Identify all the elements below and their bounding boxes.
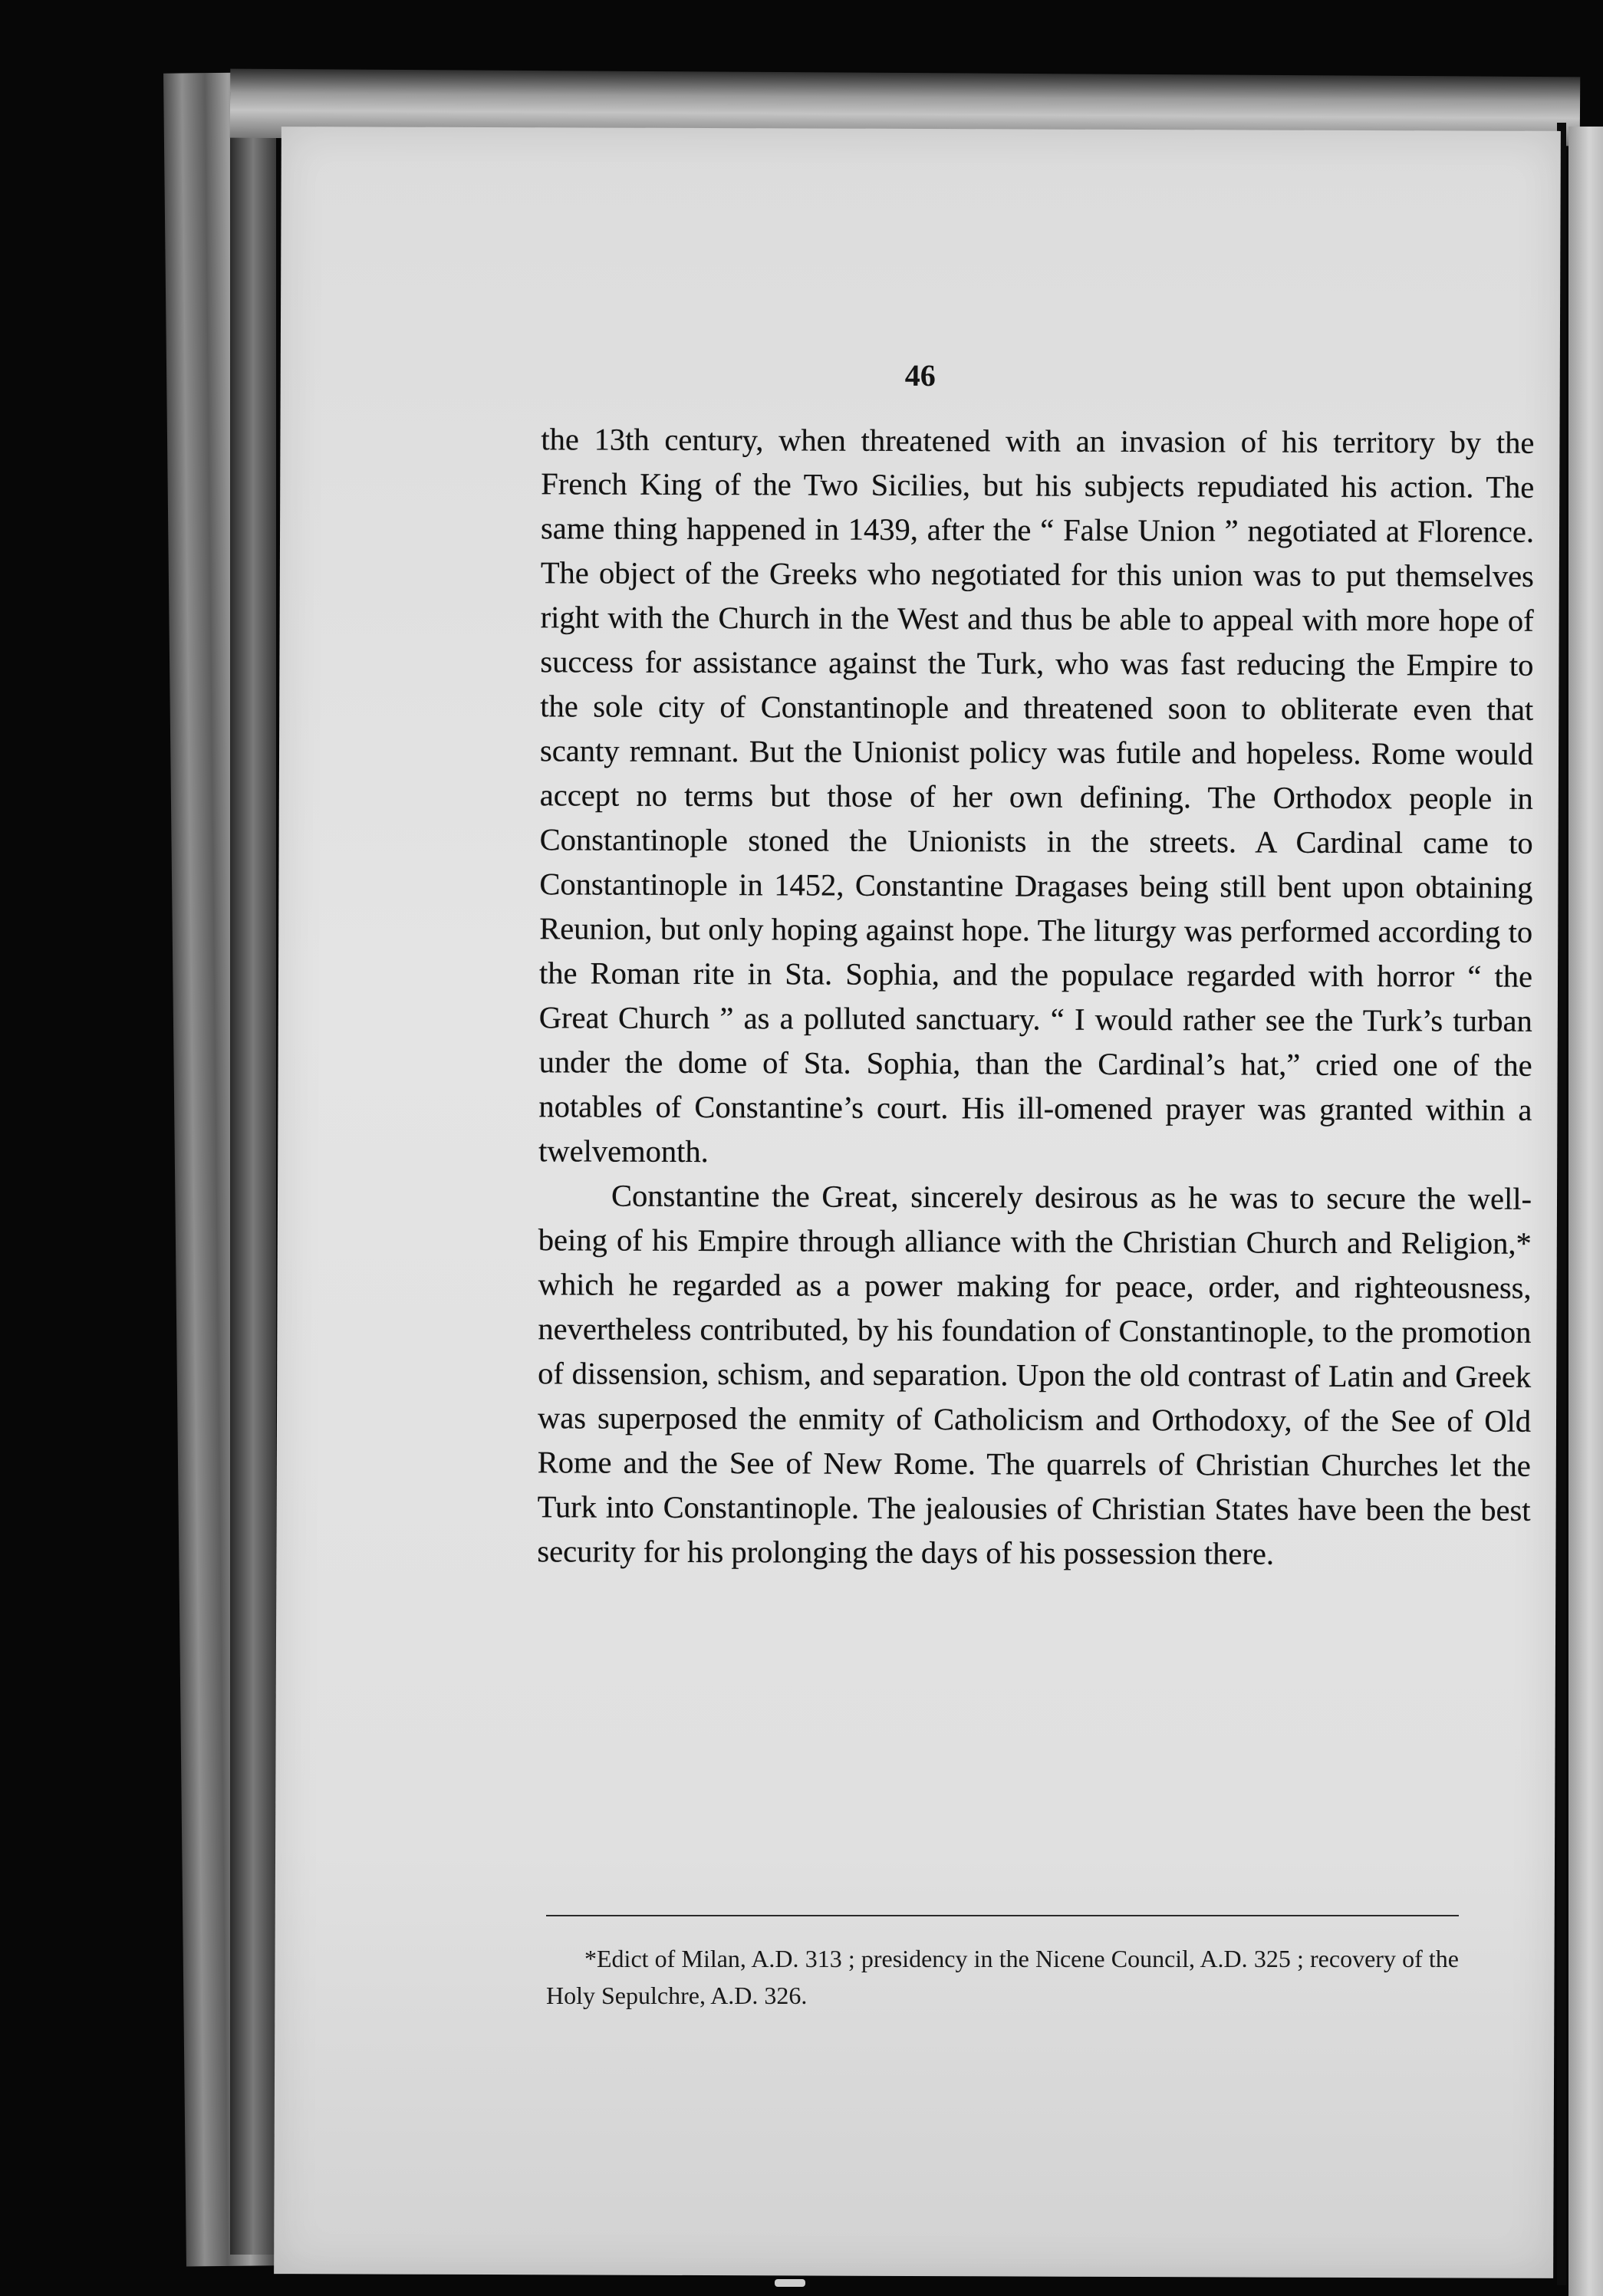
page-edge-shadow	[230, 92, 276, 2255]
footnote: *Edict of Milan, A.D. 313 ; presidency in the Nicene Council, A.D. 325 ; recovery of the Holy Sepulchre, A.D. 326.	[546, 1945, 1459, 2009]
page-number: 46	[904, 357, 936, 393]
scan-artifact	[775, 2279, 805, 2287]
paragraph-2: Constantine the Great, sincerely desirous as he was to secure the well-being of his Empire through alliance with the Christian Church and Religion,* which he regarded as a power making for peace, order, and righteousness, nevertheless contributed, by his foundation of Constantinople, to the promotion of dissension, schism, and separation. Upon the old contrast of Latin and Greek was superposed the enmity of Catholicism and Orthodoxy, of the See of Old Rome and the See of New Rome. The quarrels of Christian Churches let the Turk into Constantinople. The jealousies of Christian States have been the best security for his prolonging the days of his possession there.	[537, 1178, 1532, 1571]
facing-page-edge	[1568, 127, 1603, 2296]
paragraph-1: the 13th century, when threatened with an invasion of his territory by the French King of the Two Sicilies, but his subjects repudiated his action. The same thing happened in 1439, after the “ False Union ” negotiated at Florence. The object of the Greeks who negotiated for this union was to put themselves right with the Church in the West and thus be able to appeal with more hope of success for assistance against the Turk, who was fast reducing the Empire to the sole city of Constantinople and threatened soon to obliterate even that scanty remnant. But the Unionist policy was futile and hopeless. Rome would accept no terms but those of her own defining. The Orthodox people in Constantinople stoned the Unionists in the streets. A Cardinal came to Constantinople in 1452, Constantine Dragases being still bent upon obtaining Reunion, but only hoping against hope. The liturgy was performed according to the Roman rite in Sta. Sophia, and the populace regarded with horror “ the Great Church ” as a polluted sanctuary. “ I would rather see the Turk’s turban under the dome of Sta. Sophia, than the Cardinal’s hat,” cried one of the notables of Constantine’s court. His ill-omened prayer was granted within a twelvemonth.	[538, 422, 1535, 1169]
footnote-divider	[546, 1915, 1459, 1916]
body-text	[537, 417, 1534, 1577]
